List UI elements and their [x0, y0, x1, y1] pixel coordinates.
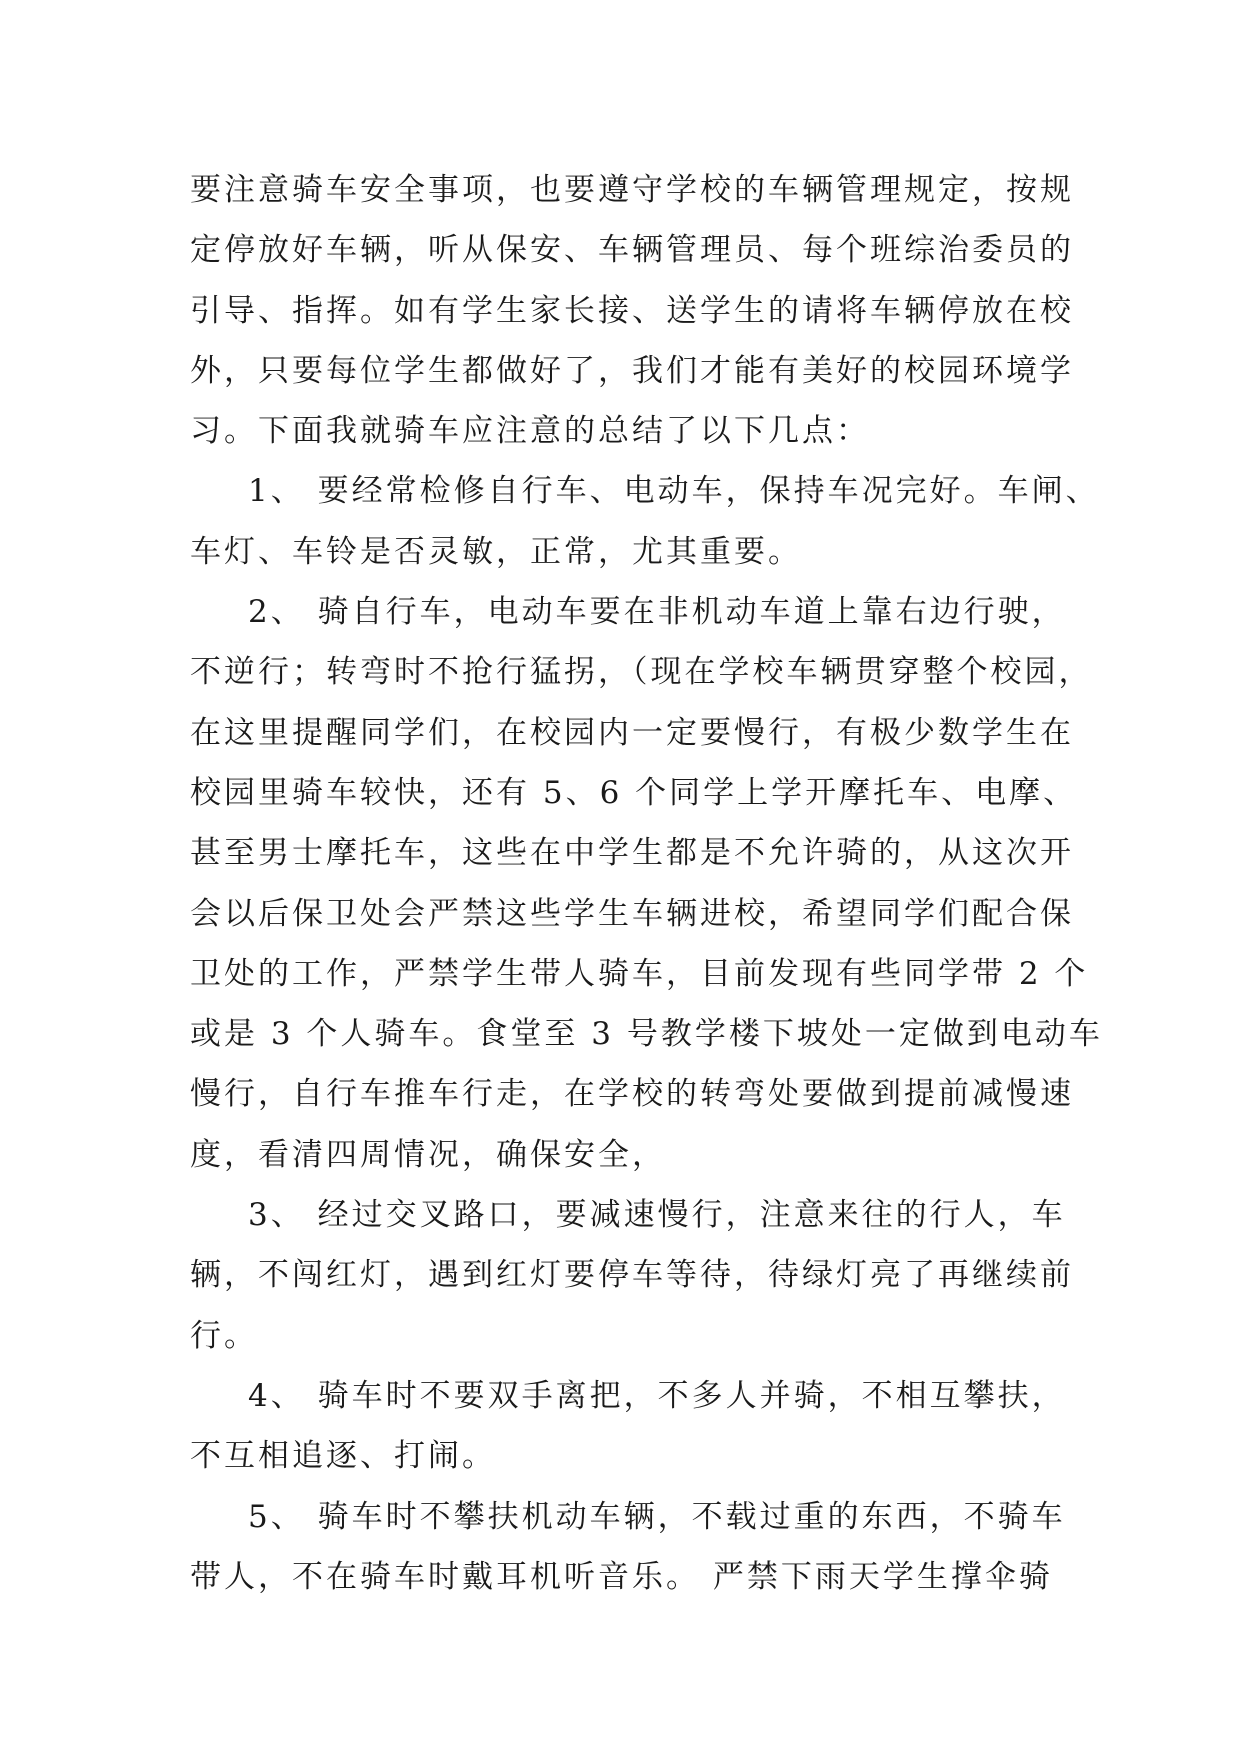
list-item-3-line: 3、 经过交叉路口，要减速慢行，注意来往的行人，车: [248, 1197, 1066, 1234]
text-line: 辆，不闯红灯，遇到红灯要停车等待，待绿灯亮了再继续前: [190, 1257, 1074, 1294]
list-item-1-line: 1、 要经常检修自行车、电动车，保持车况完好。车闸、: [248, 473, 1100, 510]
text-line: 车灯、车铃是否灵敏，正常，尤其重要。: [190, 533, 802, 570]
text-line: 行。: [190, 1317, 258, 1354]
list-item-5-line: 5、 骑车时不攀扶机动车辆，不载过重的东西，不骑车: [248, 1498, 1066, 1535]
text-line: 度，看清四周情况，确保安全，: [190, 1136, 666, 1173]
text-line: 慢行，自行车推车行走，在学校的转弯处要做到提前减慢速: [190, 1076, 1074, 1113]
text-line: 校园里骑车较快，还有 5、6 个同学上学开摩托车、电摩、: [190, 774, 1078, 811]
text-line: 习。下面我就骑车应注意的总结了以下几点：: [190, 413, 870, 450]
text-line: 卫处的工作，严禁学生带人骑车，目前发现有些同学带 2 个: [190, 955, 1089, 992]
text-line: 带人，不在骑车时戴耳机听音乐。 严禁下雨天学生撑伞骑: [190, 1558, 1053, 1595]
text-line: 在这里提醒同学们，在校园内一定要慢行，有极少数学生在: [190, 714, 1074, 751]
document-body: [190, 160, 1103, 1607]
text-line: 外，只要每位学生都做好了，我们才能有美好的校园环境学: [190, 352, 1074, 389]
text-line: 要注意骑车安全事项，也要遵守学校的车辆管理规定，按规: [190, 172, 1074, 208]
list-item-4-line: 4、 骑车时不要双手离把，不多人并骑，不相互攀扶，: [248, 1377, 1066, 1414]
list-item-2-line: 2、 骑自行车，电动车要在非机动车道上靠右边行驶，: [248, 594, 1066, 631]
text-line: 甚至男士摩托车，这些在中学生都是不允许骑的，从这次开: [190, 835, 1074, 872]
text-line: 不逆行；转弯时不抢行猛拐，（现在学校车辆贯穿整个校园，: [190, 654, 1093, 691]
text-line: 定停放好车辆，听从保安、车辆管理员、每个班综治委员的: [190, 232, 1074, 269]
text-line: 引导、指挥。如有学生家长接、送学生的请将车辆停放在校: [190, 292, 1074, 329]
text-line: 或是 3 个人骑车。食堂至 3 号教学楼下坡处一定做到电动车: [190, 1016, 1103, 1053]
text-line: 不互相追逐、打闹。: [190, 1438, 496, 1475]
text-line: 会以后保卫处会严禁这些学生车辆进校，希望同学们配合保: [190, 895, 1074, 932]
